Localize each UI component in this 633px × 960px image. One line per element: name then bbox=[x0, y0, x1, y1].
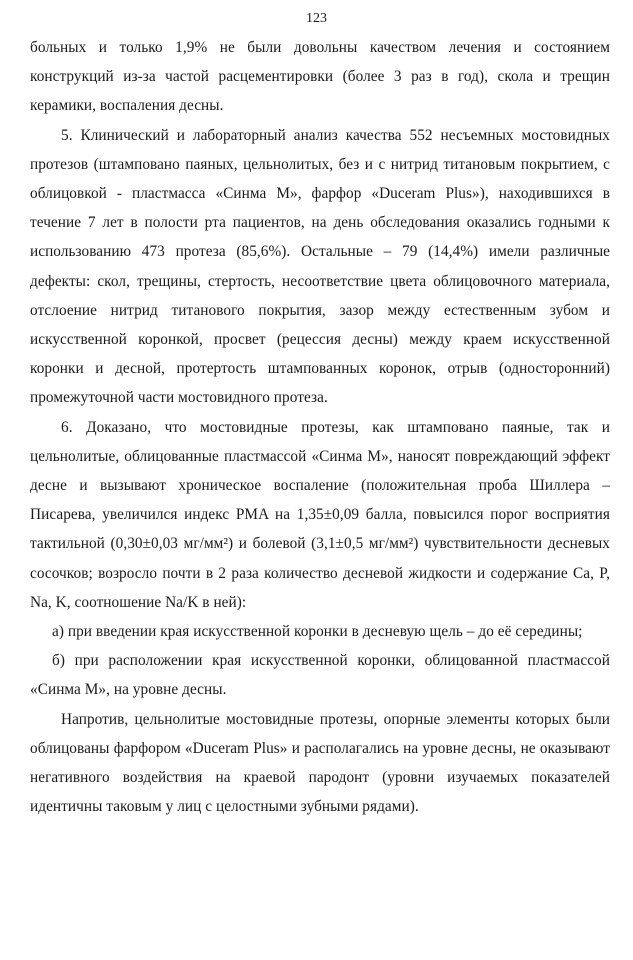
paragraph-contrast: Напротив, цельнолитые мостовидные протезы, опорные элементы которых были облицованы фарфором «Duceram Plus» и располагались на уровне десны, не оказывают негативного воздействия на краевой пародонт (уровни изучаемых показателей идентичны таковым у лиц с целостными зубными рядами). bbox=[30, 710, 610, 816]
paragraph-continuation: больных и только 1,9% не были довольны качеством лечения и состоянием конструкций из-за частой расцементировки (более 3 раз в год), скола и трещин керамики, воспаления десны. bbox=[30, 39, 610, 115]
list-item-a: а) при введении края искусственной коронки в десневую щель – до её середины; bbox=[52, 623, 583, 641]
paragraph-conclusion-6: 6. Доказано, что мостовидные протезы, как штамповано паяные, так и цельнолитые, облицованные пластмассой «Синма М», наносят повреждающий эффект десне и вызывают хроническое воспаление (положительная проба Шиллера – Писарева, увеличился индекс PMA на 1,35±0,09 балла, повысился порог восприятия тактильной (0,30±0,03 мг/мм²) и болевой (3,1±0,5 мг/мм²) чувствительности десневых сосочков; возросло почти в 2 раза количество десневой жидкости и содержание Ca, P, Na, K, соотношение Na/K в ней): bbox=[30, 418, 610, 611]
paragraph-conclusion-5: 5. Клинический и лабораторный анализ качества 552 несъемных мостовидных протезов (штамповано паяных, цельнолитых, без и с нитрид титановым покрытием, с облицовкой - пластмасса «Синма М», фарфор «Duceram Plus»), находившихся в течение 7 лет в полости рта пациентов, на день обследования оказались годными к использованию 473 протеза (85,6%). Остальные – 79 (14,4%) имели различные дефекты: скол, трещины, стертость, несоответствие цвета облицовочного материала, отслоение нитрид титанового покрытия, зазор между естественным зубом и искусственной коронкой, просвет (рецессия десны) между краем искусственной коронки и десной, протертость штампованных коронок, отрыв (односторонний) промежуточной части мостовидного протеза. bbox=[30, 126, 610, 407]
list-item-b: б) при расположении края искусственной коронки, облицованной пластмассой «Синма М», на уровне десны. bbox=[30, 652, 610, 699]
document-body bbox=[30, 33, 610, 821]
page-number: 123 bbox=[306, 11, 327, 26]
